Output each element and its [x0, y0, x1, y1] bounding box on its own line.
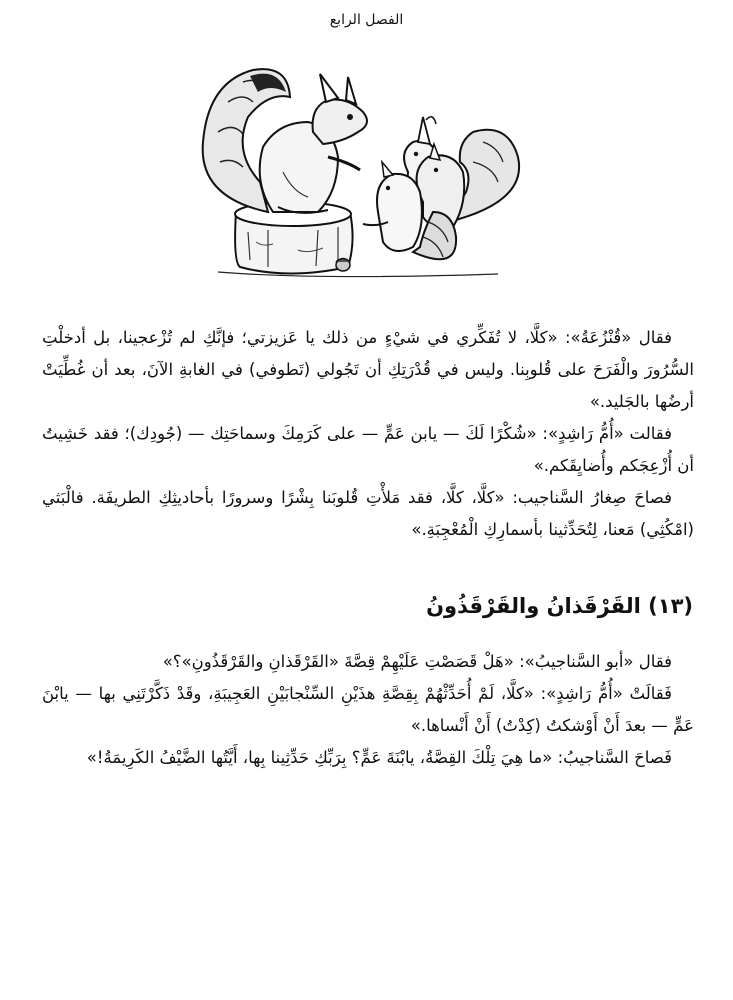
large-squirrel [203, 69, 367, 213]
chapter-title: الفصل الرابع [329, 12, 404, 28]
paragraph: فقال «قُنْزُعَةُ»: «كلَّا، لا تُفَكِّري في شيْءٍ من ذلك يا عَزيزتي؛ فإنَّكِ لم تُزْعجينا، بل أدخلْتِ السُّرُورَ والْفَرَحَ على قُلوبِنا. وليس في قُدْرَتِكِ أن تَجُولي (تَطوفي) في الغابةِ الآنَ، بعد أن غُطِّيَتْ أرضُها بالجَليد.» [42, 328, 694, 411]
paragraph: فَصاحَ السَّناجيبُ: «ما هِيَ تِلْكَ القِصَّةُ، يابْنَةَ عَمٍّ؟ بِرَبِّكِ حَدِّثِينا بِها، أَيَّتُها الضَّيْفُ الكَرِيمَةُ!» [86, 748, 672, 767]
section-2-text [42, 646, 694, 774]
small-squirrels [363, 117, 519, 259]
paragraph: فقال «أبو السَّناجيبُ»: «هَلْ قَصَصْتِ عَلَيْهِمْ قِصَّةَ «القَرْقَذانِ والقَرْقَذُونِ»؟» [162, 652, 672, 671]
acorn-icon [336, 259, 350, 272]
squirrels-illustration [198, 62, 538, 284]
section-1-text [42, 322, 694, 546]
ground-line [218, 272, 498, 277]
paragraph: فصاحَ صِغارُ السَّناجيب: «كلَّا، كلَّا، فقد مَلأْتِ قُلوبَنا بِشْرًا وسرورًا بأحاديثِكِ الطريفَة. فالْبَثي (امْكُثِي) مَعنا، لِتُحَدِّثينا بأسمارِكِ الْمُعْجِبَةِ.» [42, 488, 694, 539]
paragraph: فَقالَتْ «أُمُّ رَاشِدٍ»: «كلَّا، لَمْ أُحَدِّثْهُمْ بِقِصَّةِ هذَيْنِ السِّنْجابَيْنِ العَجِيبَةِ، وقَدْ ذَكَّرْتَنِي بها — يابْنَ عَمٍّ — بعدَ أَنْ أَوْشكتُ (كِدْتُ) أَنْ أَنْساها.» [42, 684, 694, 735]
section-heading: (١٣) القَرْقَذانُ والقَرْقَذُونُ [426, 594, 693, 618]
paragraph: فقالت «أُمُّ رَاشِدٍ»: «شُكْرًا لَكَ — يابن عَمٍّ — على كَرَمِكَ وسماحَتِك — (جُودِك)؛ فقد خَشِيتُ أن أُزْعِجَكم وأُضايِقَكم.» [42, 424, 694, 475]
